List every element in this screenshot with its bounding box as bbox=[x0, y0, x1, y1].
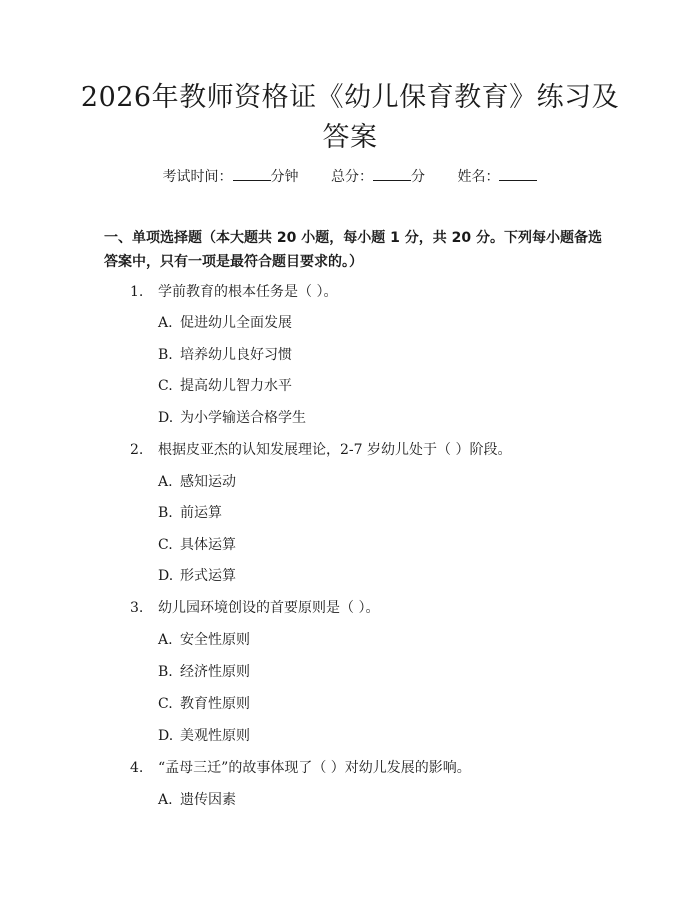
question-4-option-a bbox=[158, 790, 236, 810]
option-text: 遗传因素 bbox=[180, 792, 236, 808]
title-line-2: 答案 bbox=[322, 122, 378, 153]
question-number: 1. bbox=[130, 284, 144, 300]
question-1-option-a bbox=[158, 313, 292, 333]
option-letter: A. bbox=[158, 315, 173, 331]
option-text: 感知运动 bbox=[180, 474, 236, 490]
question-text: 学前教育的根本任务是（ ）。 bbox=[158, 284, 338, 300]
option-text: 经济性原则 bbox=[180, 664, 250, 680]
section-heading: 一、单项选择题（本大题共 20 小题，每小题 1 分，共 20 分。下列每小题备选答案中，只有一项是最符合题目要求的。） bbox=[104, 230, 602, 270]
option-text: 前运算 bbox=[180, 505, 222, 521]
name-blank bbox=[499, 168, 537, 181]
question-text: “孟母三迁”的故事体现了（ ）对幼儿发展的影响。 bbox=[158, 760, 471, 776]
option-letter: B. bbox=[158, 505, 173, 521]
option-letter: C. bbox=[158, 537, 173, 553]
question-2-option-b bbox=[158, 503, 222, 523]
name-field bbox=[457, 169, 537, 185]
question-1-option-d bbox=[158, 408, 306, 428]
option-letter: D. bbox=[158, 410, 174, 426]
option-text: 为小学输送合格学生 bbox=[180, 410, 306, 426]
question-1 bbox=[130, 282, 337, 302]
title-line-1: 2026年教师资格证《幼儿保育教育》练习及 bbox=[80, 82, 620, 113]
option-letter: A. bbox=[158, 792, 173, 808]
option-text: 促进幼儿全面发展 bbox=[180, 315, 292, 331]
time-field bbox=[163, 169, 299, 185]
option-letter: B. bbox=[158, 347, 173, 363]
question-1-option-b bbox=[158, 345, 292, 365]
question-text: 幼儿园环境创设的首要原则是（ ）。 bbox=[158, 600, 380, 616]
question-3-option-c bbox=[158, 694, 250, 714]
question-number: 2. bbox=[130, 442, 144, 458]
question-3-option-b bbox=[158, 662, 250, 682]
score-label: 总分： bbox=[331, 169, 373, 185]
question-number: 4. bbox=[130, 760, 144, 776]
option-text: 美观性原则 bbox=[180, 728, 250, 744]
exam-meta bbox=[0, 167, 700, 187]
score-unit: 分 bbox=[411, 169, 425, 185]
question-number: 3. bbox=[130, 600, 144, 616]
score-field bbox=[331, 169, 425, 185]
option-letter: B. bbox=[158, 664, 173, 680]
question-3-option-d bbox=[158, 726, 250, 746]
question-2-option-d bbox=[158, 566, 236, 586]
score-blank bbox=[373, 168, 411, 181]
option-letter: C. bbox=[158, 696, 173, 712]
question-2-option-c bbox=[158, 535, 236, 555]
question-3 bbox=[130, 598, 379, 618]
option-text: 安全性原则 bbox=[180, 632, 250, 648]
option-letter: D. bbox=[158, 728, 174, 744]
time-unit: 分钟 bbox=[270, 169, 299, 185]
question-2-option-a bbox=[158, 472, 236, 492]
option-text: 教育性原则 bbox=[180, 696, 250, 712]
document-title bbox=[60, 78, 640, 158]
time-blank bbox=[233, 168, 271, 181]
option-letter: C. bbox=[158, 378, 173, 394]
option-letter: A. bbox=[158, 632, 173, 648]
question-text: 根据皮亚杰的认知发展理论，2-7 岁幼儿处于（ ）阶段。 bbox=[158, 442, 512, 458]
question-1-option-c bbox=[158, 376, 292, 396]
option-text: 提高幼儿智力水平 bbox=[180, 378, 292, 394]
option-letter: A. bbox=[158, 474, 173, 490]
time-label: 考试时间： bbox=[162, 169, 233, 185]
name-label: 姓名： bbox=[457, 169, 500, 185]
question-2 bbox=[130, 440, 511, 460]
option-text: 具体运算 bbox=[180, 537, 236, 553]
question-4 bbox=[130, 758, 471, 778]
option-letter: D. bbox=[158, 568, 174, 584]
question-3-option-a bbox=[158, 630, 250, 650]
option-text: 形式运算 bbox=[180, 568, 236, 584]
option-text: 培养幼儿良好习惯 bbox=[180, 347, 292, 363]
